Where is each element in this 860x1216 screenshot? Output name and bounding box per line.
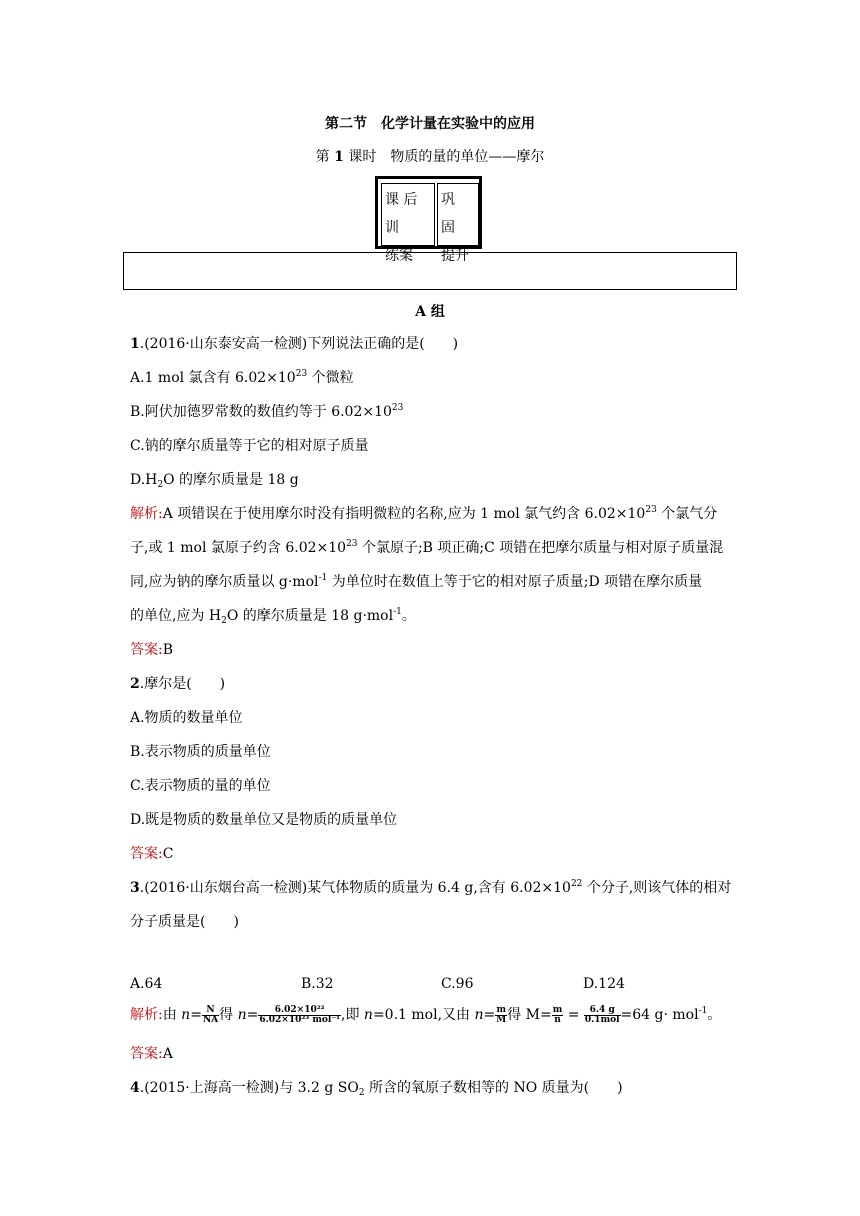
analysis-text: 。 xyxy=(707,1007,722,1023)
q1-analysis-line1 xyxy=(130,503,717,523)
answer-value: A xyxy=(162,1046,173,1062)
analysis-text: 子,或 1 mol 氯原子约含 6.02×10 xyxy=(130,540,347,556)
answer-label: 答案: xyxy=(130,846,163,862)
analysis-text: 得 xyxy=(219,1007,238,1023)
analysis-text: 个氯原子;B 项正确;C 项错在把摩尔质量与相对原子质量混 xyxy=(357,540,724,556)
q1-answer xyxy=(130,639,173,659)
analysis-text: 由 xyxy=(162,1007,182,1023)
answer-value: C xyxy=(162,846,174,862)
denominator: NA xyxy=(202,1014,219,1025)
analysis-text: 同,应为钠的摩尔质量以 g·mol xyxy=(130,574,319,590)
section-title: 第二节 化学计量在实验中的应用 xyxy=(325,116,535,132)
fraction-m-over-n xyxy=(552,1006,564,1025)
q1-opt-a-text: A.1 mol 氯含有 6.02×10 xyxy=(130,370,296,386)
q3-stem-line2: 分子质量是( ) xyxy=(130,914,239,930)
numerator: N xyxy=(202,1006,219,1016)
q3-answer xyxy=(130,1043,173,1063)
q2-option-a: A.物质的数量单位 xyxy=(130,710,243,726)
superscript: 23 xyxy=(346,539,358,549)
q2-option-c: C.表示物质的量的单位 xyxy=(130,778,271,794)
subtitle-prefix: 第 xyxy=(315,149,335,165)
analysis-label: 解析: xyxy=(130,1007,163,1023)
numerator: 6.02×10²² xyxy=(258,1006,341,1016)
analysis-text: =0.1 mol,又由 xyxy=(372,1007,475,1023)
q3-stem-text: .(2016·山东烟台高一检测)某气体物质的质量为 6.4 g,含有 6.02×10 xyxy=(139,880,571,896)
analysis-text: ,即 xyxy=(341,1007,364,1023)
q4-stem-text: .(2015·上海高一检测)与 3.2 g SO xyxy=(139,1080,359,1096)
denominator: 6.02×10²³ mol⁻¹ xyxy=(259,1014,341,1025)
superscript: 23 xyxy=(391,403,404,413)
q2-option-b: B.表示物质的质量单位 xyxy=(130,744,271,760)
fraction-count xyxy=(258,1006,341,1025)
fraction-mass xyxy=(584,1006,621,1025)
q3-stem-text: 个分子,则该气体的相对 xyxy=(582,880,732,896)
tag-cell-line: 练案 xyxy=(385,248,413,264)
superscript: -1 xyxy=(393,607,402,617)
q4-stem-text: 所含的氧原子数相等的 NO 质量为( ) xyxy=(364,1080,623,1096)
tag-cell-line: 课 后 训 xyxy=(385,192,418,236)
q2-stem-text: .摩尔是( ) xyxy=(139,676,226,692)
tag-cell-line: 提升 xyxy=(441,248,469,264)
numerator: m xyxy=(552,1004,563,1015)
q3-stem-line1 xyxy=(130,877,731,897)
q1-option-b xyxy=(130,401,403,421)
analysis-label: 解析: xyxy=(130,506,163,522)
q2-number: 2 xyxy=(130,676,140,692)
q3-option-a: A.64 xyxy=(130,976,163,992)
q1-option-a xyxy=(130,367,354,387)
group-label: A 组 xyxy=(415,304,445,320)
analysis-text: 得 M= xyxy=(507,1007,552,1023)
superscript: -1 xyxy=(318,573,328,583)
q1-opt-d-text: D.H xyxy=(130,472,158,488)
analysis-text: = xyxy=(563,1007,584,1023)
var-n: n xyxy=(181,1007,191,1023)
tag-box xyxy=(375,176,482,264)
tag-cell-consolidate xyxy=(437,183,479,264)
superscript: 23 xyxy=(645,505,657,515)
analysis-text: =64 g· mol xyxy=(620,1007,699,1023)
subscript: 2 xyxy=(157,480,164,490)
q3-analysis xyxy=(130,1004,721,1025)
q2-stem xyxy=(130,673,225,693)
q1-number: 1 xyxy=(130,336,140,352)
q1-opt-d-text: O 的摩尔质量是 18 g xyxy=(163,472,299,488)
analysis-text: A 项错误在于使用摩尔时没有指明微粒的名称,应为 1 mol 氯气约含 6.02×10 xyxy=(162,506,646,522)
fraction-m-over-M xyxy=(495,1006,507,1025)
q1-opt-b-text: B.阿伏加德罗常数的数值约等于 6.02×10 xyxy=(130,404,392,420)
answer-label: 答案: xyxy=(130,642,163,658)
q1-option-d xyxy=(130,469,299,489)
q1-analysis-line3 xyxy=(130,571,702,591)
subtitle-rest: 课时 物质的量的单位——摩尔 xyxy=(343,149,545,165)
var-n: n xyxy=(363,1007,373,1023)
q3-option-d: D.124 xyxy=(583,976,625,992)
q3-number: 3 xyxy=(130,880,140,896)
subscript: 2 xyxy=(221,616,227,626)
superscript: 22 xyxy=(570,879,583,889)
q2-answer xyxy=(130,843,173,863)
q1-stem xyxy=(130,333,458,353)
answer-label: 答案: xyxy=(130,1046,163,1062)
q1-analysis-line2 xyxy=(130,537,723,557)
q4-stem xyxy=(130,1077,623,1097)
denominator: 0.1mol xyxy=(584,1014,620,1025)
q2-option-d: D.既是物质的数量单位又是物质的质量单位 xyxy=(130,812,398,828)
analysis-text: 个氯气分 xyxy=(656,506,718,522)
analysis-text: 。 xyxy=(401,608,416,624)
equals: = xyxy=(483,1007,496,1023)
q1-stem-text: .(2016·山东泰安高一检测)下列说法正确的是( ) xyxy=(139,336,459,352)
q1-analysis-line4 xyxy=(130,605,416,625)
q1-option-c: C.钠的摩尔质量等于它的相对原子质量 xyxy=(130,438,369,454)
empty-frame xyxy=(123,252,737,290)
numerator: 6.4 g xyxy=(584,1006,621,1016)
var-n: n xyxy=(474,1007,484,1023)
answer-value: B xyxy=(162,642,174,658)
fraction-n-over-na xyxy=(202,1006,219,1025)
subtitle-number: 1 xyxy=(334,149,344,165)
q3-option-b: B.32 xyxy=(301,976,334,992)
numerator: m xyxy=(496,1004,506,1015)
q3-option-c: C.96 xyxy=(441,976,474,992)
analysis-text: 的单位,应为 H xyxy=(130,608,222,624)
subscript: 2 xyxy=(358,1088,365,1098)
equals: = xyxy=(190,1007,202,1023)
superscript: 23 xyxy=(295,369,308,379)
var-n: n xyxy=(237,1007,247,1023)
analysis-text: 为单位时在数值上等于它的相对原子质量;D 项错在摩尔质量 xyxy=(327,574,703,590)
lesson-subtitle xyxy=(0,146,860,166)
denominator: n xyxy=(554,1014,561,1025)
equals: = xyxy=(246,1007,259,1023)
superscript: -1 xyxy=(698,1006,708,1016)
q4-number: 4 xyxy=(130,1080,140,1096)
analysis-text: O 的摩尔质量是 18 g·mol xyxy=(226,608,394,624)
tag-cell-homework xyxy=(381,183,435,264)
tag-cell-line: 巩 固 xyxy=(441,192,469,236)
denominator: M xyxy=(496,1014,507,1025)
q1-opt-a-text: 个微粒 xyxy=(307,370,354,386)
